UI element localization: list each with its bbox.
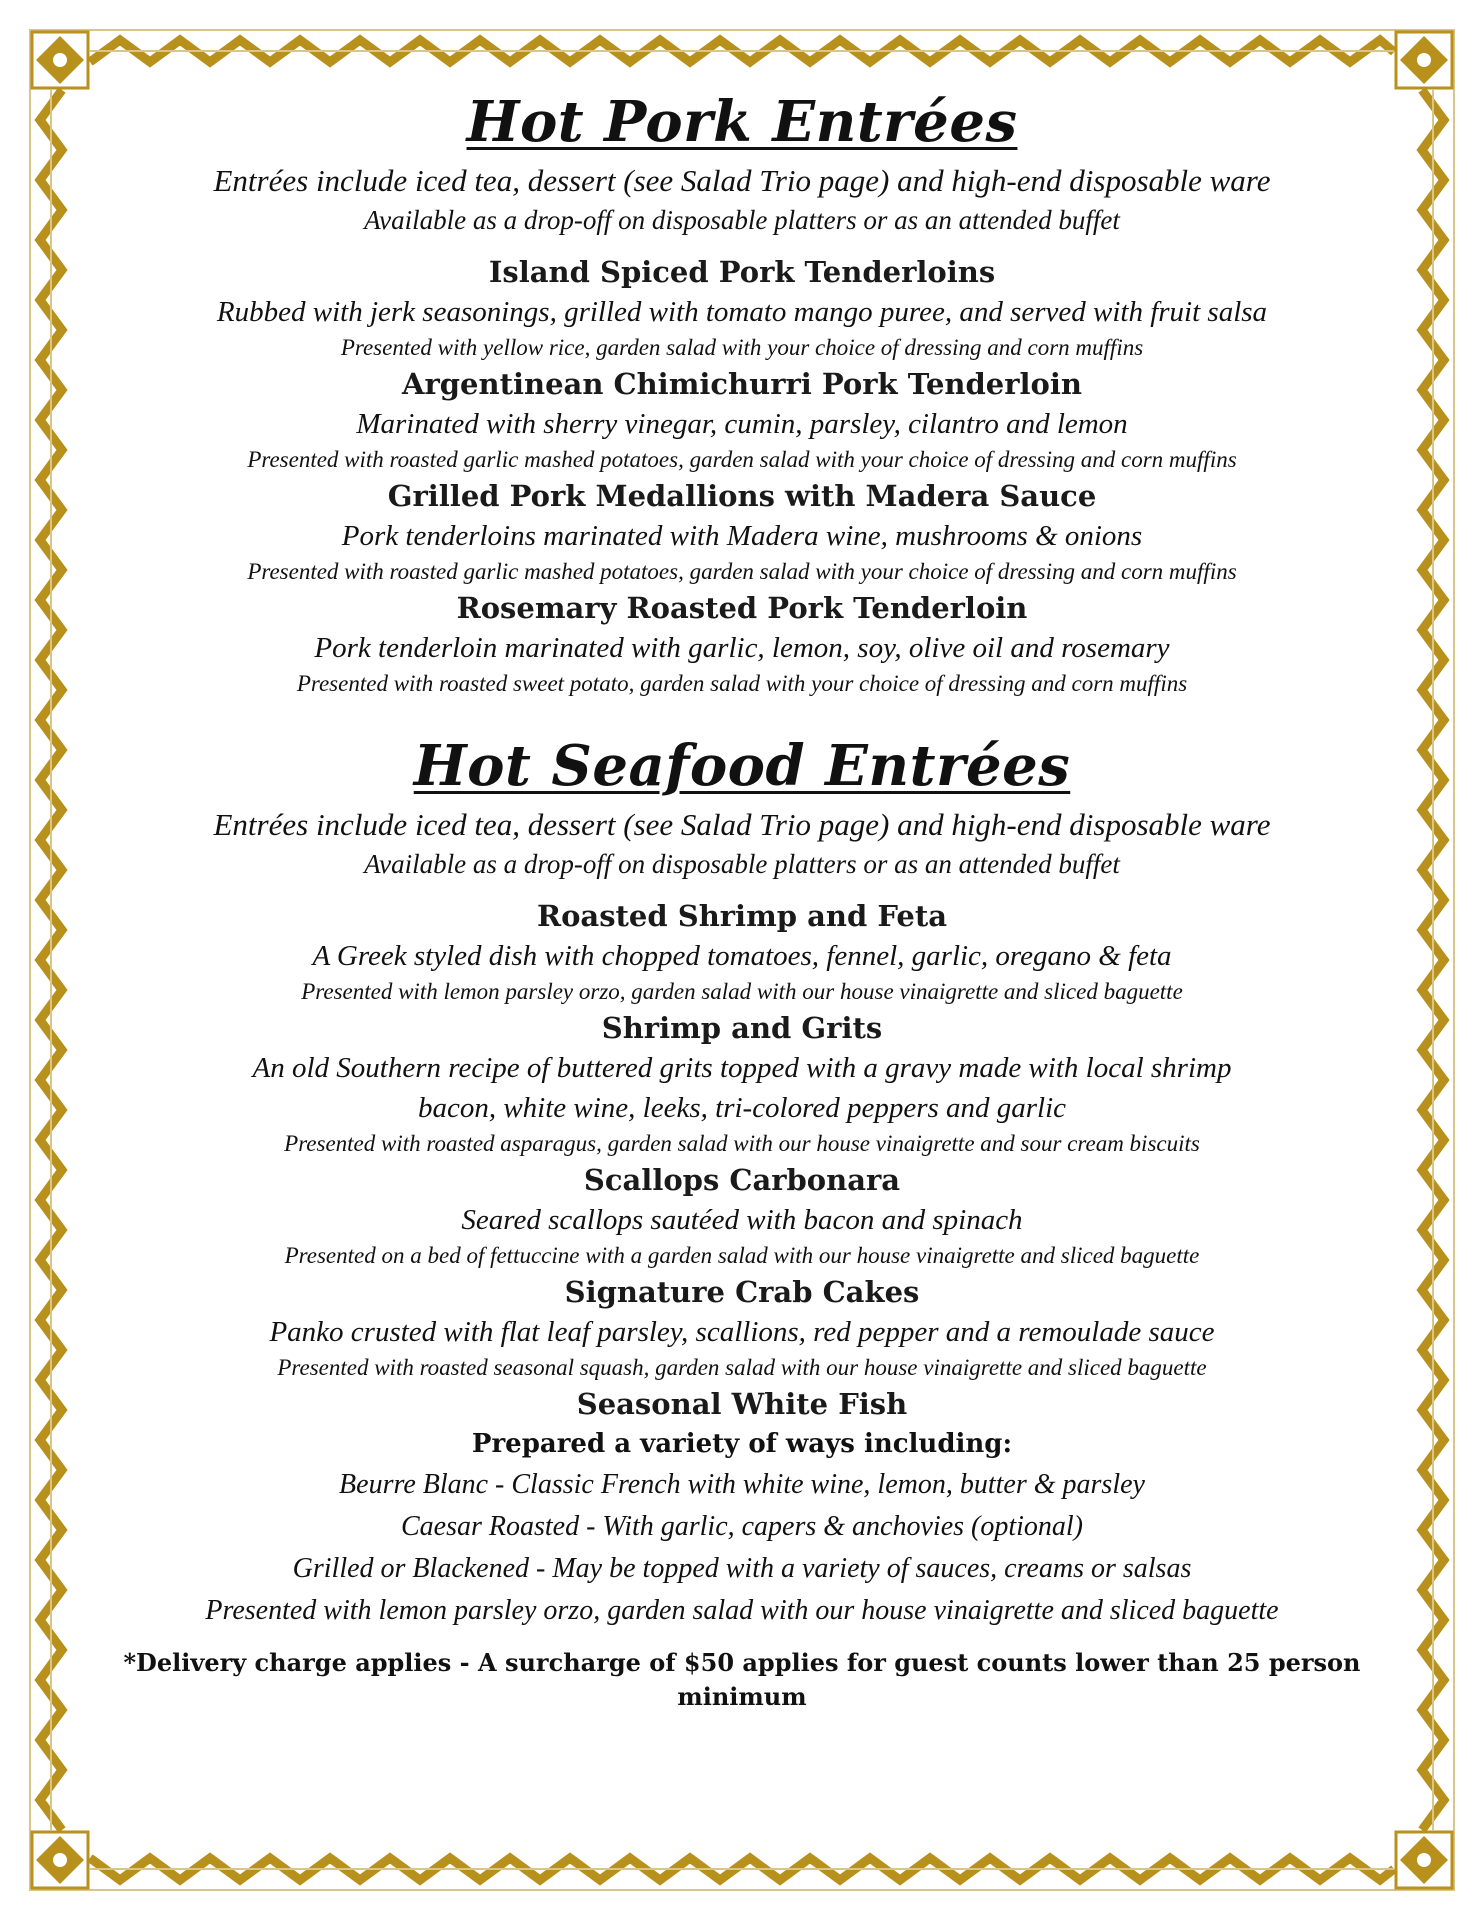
corner-ornament-bottom-right [1396, 1832, 1452, 1888]
corner-ornament-top-left [32, 32, 88, 88]
border-top [90, 40, 1394, 62]
border-right [1422, 90, 1444, 1830]
item-name: Island Spiced Pork Tenderloins [488, 255, 996, 289]
item-presentation: Presented with roasted sweet potato, garden salad with your choice of dressing and corn muffins [296, 671, 1188, 696]
menu-item [110, 364, 1374, 476]
menu-item [110, 1008, 1374, 1160]
seafood-section [110, 732, 1374, 1632]
item-name: Signature Crab Cakes [564, 1275, 920, 1309]
seafood-section-intro: Entrées include iced tea, dessert (see Salad Trio page) and high-end disposable ware [213, 807, 1271, 842]
preparation-way: Caesar Roasted - With garlic, capers & anchovies (optional) [400, 1511, 1084, 1542]
preparation-ways-title: Prepared a variety of ways including: [471, 1429, 1013, 1459]
item-presentation: Presented with lemon parsley orzo, garden salad with our house vinaigrette and sliced baguette [301, 979, 1183, 1004]
item-name: Roasted Shrimp and Feta [536, 899, 948, 933]
item-presentation: Presented with roasted garlic mashed potatoes, garden salad with your choice of dressing and corn muffins [247, 447, 1237, 472]
item-name: Seasonal White Fish [576, 1387, 908, 1421]
item-presentation: Presented with yellow rice, garden salad with your choice of dressing and corn muffins [340, 335, 1144, 360]
menu-item [110, 252, 1374, 364]
item-name: Shrimp and Grits [601, 1011, 883, 1045]
pork-section-intro: Entrées include iced tea, dessert (see Salad Trio page) and high-end disposable ware [213, 163, 1271, 198]
item-description: A Greek styled dish with chopped tomatoes, fennel, garlic, oregano & feta [312, 940, 1172, 972]
item-description: An old Southern recipe of buttered grits topped with a gravy made with local shrimp [252, 1052, 1232, 1084]
menu-item [110, 1160, 1374, 1272]
item-description: Panko crusted with flat leaf parsley, scallions, red pepper and a remoulade sauce [269, 1316, 1215, 1348]
item-presentation: Presented with lemon parsley orzo, garden salad with our house vinaigrette and sliced baguette [205, 1595, 1279, 1626]
menu-page [110, 88, 1374, 1838]
menu-item [110, 896, 1374, 1008]
item-description: Rubbed with jerk seasonings, grilled with tomato mango puree, and served with fruit salsa [216, 296, 1268, 328]
section-spacer [110, 700, 1374, 732]
corner-ornament-top-right [1396, 32, 1452, 88]
pork-section-availability: Available as a drop-off on disposable platters or as an attended buffet [364, 205, 1120, 235]
item-name: Rosemary Roasted Pork Tenderloin [456, 591, 1028, 625]
preparation-way: Beurre Blanc - Classic French with white wine, lemon, butter & parsley [339, 1469, 1145, 1500]
item-description-continued: bacon, white wine, leeks, tri-colored peppers and garlic [417, 1092, 1067, 1124]
item-name: Scallops Carbonara [583, 1163, 901, 1197]
menu-item [110, 1272, 1374, 1384]
pork-section-title: Hot Pork Entrées [466, 89, 1018, 155]
seafood-section-availability: Available as a drop-off on disposable platters or as an attended buffet [364, 849, 1120, 879]
item-presentation: Presented with roasted garlic mashed potatoes, garden salad with your choice of dressing and corn muffins [247, 559, 1237, 584]
menu-item [110, 476, 1374, 588]
menu-item-white-fish [110, 1384, 1374, 1632]
item-name: Argentinean Chimichurri Pork Tenderloin [402, 367, 1082, 401]
delivery-note: *Delivery charge applies - A surcharge of $50 applies for guest counts lower than 25 person minimum [123, 1648, 1361, 1711]
item-presentation: Presented with roasted seasonal squash, garden salad with our house vinaigrette and sliced baguette [277, 1355, 1207, 1380]
pork-section [110, 88, 1374, 700]
item-description: Marinated with sherry vinegar, cumin, parsley, cilantro and lemon [356, 408, 1128, 440]
item-presentation: Presented with roasted asparagus, garden salad with our house vinaigrette and sour cream biscuits [284, 1131, 1200, 1156]
item-presentation: Presented on a bed of fettuccine with a garden salad with our house vinaigrette and sliced baguette [284, 1243, 1200, 1268]
border-bottom [90, 1858, 1394, 1880]
item-description: Pork tenderloins marinated with Madera wine, mushrooms & onions [341, 520, 1143, 552]
menu-item [110, 588, 1374, 700]
item-name: Grilled Pork Medallions with Madera Sauce [387, 479, 1097, 513]
preparation-way: Grilled or Blackened - May be topped with a variety of sauces, creams or salsas [292, 1553, 1192, 1584]
item-description: Seared scallops sautéed with bacon and spinach [461, 1204, 1023, 1236]
corner-ornament-bottom-left [32, 1832, 88, 1888]
seafood-section-title: Hot Seafood Entrées [413, 733, 1071, 799]
border-left [40, 90, 62, 1830]
item-description: Pork tenderloin marinated with garlic, lemon, soy, olive oil and rosemary [314, 632, 1170, 664]
